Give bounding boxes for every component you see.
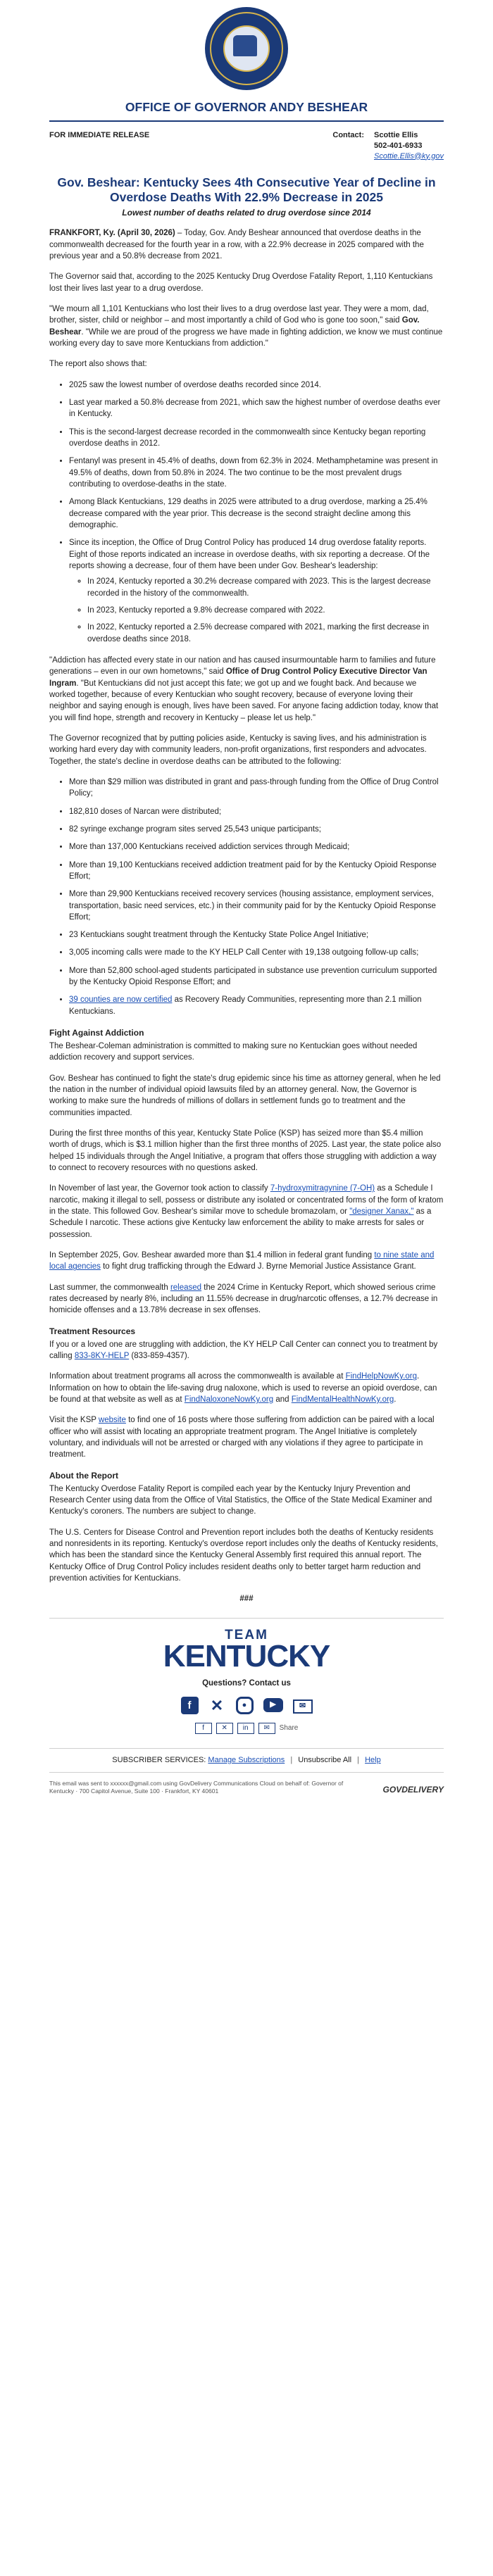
list-item: • 3,005 incoming calls were made to the KY HELP Call Center with 19,138 outgoing follow-up calls; xyxy=(69,947,444,958)
fight-paragraph-3: During the first three months of this year, Kentucky State Police (KSP) has seized more than $5.4 million worth of drugs, which is $3.1 million higher than the first three months of 2025. Last year, the state police also helped 15 individuals through the Angel Initiative, a program that offers those struggling with addiction a way to connect to recovery resources with no questions asked. xyxy=(49,1129,442,1173)
team-word: TEAM xyxy=(225,1627,268,1642)
dateline: FRANKFORT, Ky. (April 30, 2026) xyxy=(49,229,175,238)
about-paragraph-2: The U.S. Centers for Disease Control and Prevention report includes both the deaths of Kentucky residents and nonresidents in its reporting. Kentucky's overdose report includes only the deaths of Kentucky residents, which has been the standard since the Kentucky General Assembly first required this annual report. The Kentucky Office of Drug Control Policy includes resident deaths only to better target harm reduction and prevention activities for Kentuckians. xyxy=(49,1528,438,1583)
list-item: ◦ In 2022, Kentucky reported a 2.5% decrease compared with 2021, marking the first decrease in overdose deaths since 2018. xyxy=(87,622,444,645)
list-item: • 82 syringe exchange program sites served 25,543 unique participants; xyxy=(69,824,444,835)
treatment-paragraph-1: If you or a loved one are struggling with addiction, the KY HELP Call Center can connect you to treatment by calling 833-8KY-HELP (833-859-4357). xyxy=(49,1340,438,1361)
report-intro: The report also shows that: xyxy=(49,360,147,369)
quote-speaker: Gov. Beshear xyxy=(49,316,420,337)
contact-block xyxy=(332,130,444,162)
kentucky-seal-icon xyxy=(205,7,288,90)
attributions-list xyxy=(49,777,444,1017)
list-item: • More than 137,000 Kentuckians received addiction services through Medicaid; xyxy=(69,841,444,853)
release-header xyxy=(49,130,444,162)
contact-label: Contact: xyxy=(332,130,364,139)
list-item: • 23 Kentuckians sought treatment through the Kentucky State Police Angel Initiative; xyxy=(69,929,444,941)
x-twitter-icon[interactable]: ✕ xyxy=(208,1697,226,1714)
youtube-icon[interactable]: ▶ xyxy=(263,1698,283,1712)
govdelivery-logo: GOVDELIVERY xyxy=(382,1784,444,1795)
unsubscribe-all-link[interactable]: Unsubscribe All xyxy=(298,1755,352,1764)
about-paragraph-1: The Kentucky Overdose Fatality Report is compiled each year by the Kentucky Injury Prevention and Research Center using data from the Office of Vital Statistics, the Office of the State Medical Examiner and Kentucky's coroners. The numbers are subject to change. xyxy=(49,1484,432,1516)
treatment-paragraph-2: Information about treatment programs all across the commonwealth is available at FindHelpNowKy.org. Information on how to obtain the life-saving drug naloxone, which is used to reverse an opioid overdose, can be found at that website as well as at FindNaloxoneNowKy.org and FindMentalHealthNowKy.org. xyxy=(49,1372,437,1405)
list-item: • Among Black Kentuckians, 129 deaths in 2025 were attributed to a drug overdose, marking a 25.4% decrease compared with the year prior. This decrease is the second straight decline among this demographic. xyxy=(69,496,444,531)
fight-paragraph-5: In September 2025, Gov. Beshear awarded more than $1.4 million in federal grant funding to nine state and local agencies to fight drug trafficking through the Edward J. Byrne Memorial Justice Assistance Grant. xyxy=(49,1251,435,1271)
office-title: OFFICE OF GOVERNOR ANDY BESHEAR xyxy=(125,100,368,114)
list-item: ◦ In 2024, Kentucky reported a 30.2% decrease compared with 2023. This is the largest decrease recorded in the history of the commonwealth. xyxy=(87,576,444,599)
designer-xanax-link[interactable]: "designer Xanax," xyxy=(349,1207,414,1217)
report-summary-paragraph: The Governor said that, according to the 2025 Kentucky Drug Overdose Fatality Report, 1,110 Kentuckians lost their lives last year to a drug overdose. xyxy=(49,272,433,293)
email-icon[interactable]: ✉ xyxy=(293,1699,313,1714)
section-heading-about: About the Report xyxy=(49,1470,118,1481)
grant-agencies-link[interactable]: to nine state and local agencies xyxy=(49,1251,435,1271)
header-divider xyxy=(49,120,444,122)
recognition-paragraph: The Governor recognized that by putting policies aside, Kentucky is saving lives, and his administration is working hard every day with community leaders, non-profit organizations, first responders and advocates. Together, the state's decline in overdose deaths can be attributed to the following: xyxy=(49,734,427,766)
email-body xyxy=(49,0,444,1796)
report-findings-list xyxy=(49,379,444,645)
list-item: • More than 52,800 school-aged students participated in substance use prevention curriculum supported by the Kentucky Opioid Response Effort; and xyxy=(69,965,444,988)
odcp-quote: "Addiction has affected every state in our nation and has caused insurmountable harm to families and future generations – even in our own hometowns," said Office of Drug Control Policy Executive Director Van Ingram. "But Kentuckians did not just accept this fate; we got up and we fought back. And because we worked together, because of every Kentuckian who sought recovery, because of everyone loving their neighbor and saying enough is enough, lives have been saved. For anyone facing addiction today, know that you will find hope, strength and recovery in Kentucky – please let us help." xyxy=(49,655,439,722)
odcp-speaker: Office of Drug Control Policy Executive Director Van Ingram xyxy=(49,667,428,688)
share-linkedin-button[interactable]: in xyxy=(237,1723,254,1734)
findhelpnow-link[interactable]: FindHelpNowKy.org xyxy=(345,1372,418,1381)
subscriber-label: SUBSCRIBER SERVICES: xyxy=(112,1755,206,1764)
contact-email-link[interactable]: Scottie.Ellis@ky.gov xyxy=(374,151,444,161)
list-item: ◦ In 2023, Kentucky reported a 9.8% decrease compared with 2022. xyxy=(87,605,444,616)
section-heading-treatment: Treatment Resources xyxy=(49,1326,136,1336)
contact-phone: 502-401-6933 xyxy=(374,141,423,150)
questions-contact-link[interactable]: Questions? Contact us xyxy=(202,1679,291,1688)
findnaloxonenow-link[interactable]: FindNaloxoneNowKy.org xyxy=(184,1395,274,1405)
manage-subscriptions-link[interactable]: Manage Subscriptions xyxy=(208,1755,285,1764)
share-label: Share xyxy=(279,1723,299,1732)
section-heading-fight: Fight Against Addiction xyxy=(49,1028,144,1038)
kentucky-word: KENTUCKY xyxy=(163,1638,330,1673)
list-item: • Since its inception, the Office of Drug Control Policy has produced 14 drug overdose fatality reports. Eight of those reports indicated an increase in overdose deaths, with six reporting a decrease. Of the reports showing a decrease, four of them have been under Gov. Beshear's leadership: ◦ In 2024, Kentucky reported a 30.2% decrease compared with 2023. This is the largest decrease recorded in the history of the commonwealth. ◦ In 2023, Kentucky reported a 9.8% decrease compared with 2022. ◦ In 2022, Kentucky reported a 2.5% decrease compared with 2021, marking the first decrease in overdose deaths since 2018. xyxy=(69,537,444,645)
subheadline: Lowest number of deaths related to drug overdose since 2014 xyxy=(122,208,371,218)
intro-paragraph: FRANKFORT, Ky. (April 30, 2026) – Today, Gov. Andy Beshear announced that overdose deaths in the commonwealth decreased for the fourth year in a row, with a 22.9% decrease in 2025 compared with the previous year and a 50.8% decrease from 2021. xyxy=(49,229,424,261)
governor-quote: "We mourn all 1,101 Kentuckians who lost their lives to a drug overdose last year. They were a mom, dad, brother, sister, child or neighbor – and most importantly a child of God who is gone too soon," said Gov. Beshear. "While we are proud of the progress we have made in fighting addiction, we know we must continue working every day to save more Kentuckians from addiction." xyxy=(49,305,443,348)
list-item: • Last year marked a 50.8% decrease from 2021, which saw the highest number of overdose deaths ever in Kentucky. xyxy=(69,397,444,420)
fight-paragraph-2: Gov. Beshear has continued to fight the state's drug epidemic since his time as attorney general, when he led the nation in the number of individual opioid lawsuits filed by an attorney general. Now, the Governor is working to make sure the hundreds of millions of dollars in settlement funds go to treatment and the communities impacted. xyxy=(49,1074,441,1117)
seal-container xyxy=(49,0,444,90)
subscriber-services: SUBSCRIBER SERVICES: Manage Subscriptions | Unsubscribe All | Help xyxy=(49,1748,444,1773)
headline: Gov. Beshear: Kentucky Sees 4th Consecutive Year of Decline in Overdose Deaths With 22.9% Decrease in 2025 xyxy=(57,175,436,205)
share-bar xyxy=(49,1723,444,1734)
list-item: • 182,810 doses of Narcan were distributed; xyxy=(69,806,444,817)
ksp-website-link[interactable]: website xyxy=(98,1416,126,1425)
social-links xyxy=(49,1697,444,1714)
contact-name: Scottie Ellis xyxy=(374,130,418,139)
team-kentucky-logo xyxy=(49,1628,444,1671)
list-item: • Fentanyl was present in 45.4% of deaths, down from 62.3% in 2024. Methamphetamine was present in 49.5% of deaths, down from 50.8% in 2024. The two continue to be the most prevalent drugs contributing to overdose-deaths in the state. xyxy=(69,455,444,490)
list-item: • This is the second-largest decrease recorded in the commonwealth since Kentucky began reporting overdose deaths in 2012. xyxy=(69,427,444,450)
list-item: • 39 counties are now certified as Recovery Ready Communities, representing more than 2.1 million Kentuckians. xyxy=(69,994,444,1017)
end-mark: ### xyxy=(239,1595,254,1604)
list-item: • More than 19,100 Kentuckians received addiction treatment paid for by the Kentucky Opioid Response Effort; xyxy=(69,860,444,883)
legal-text: This email was sent to xxxxxx@gmail.com using GovDelivery Communications Cloud on behalf of: Governor of Kentucky · 700 Capitol Avenue, Suite 100 · Frankfort, KY 40601 xyxy=(49,1780,344,1795)
instagram-icon[interactable]: ● xyxy=(236,1697,254,1714)
treatment-paragraph-3: Visit the KSP website to find one of 16 posts where those suffering from addiction can be paired with a local officer who will assist with locating an appropriate treatment program. The Angel Initiative is completely voluntary, and individuals will not be arrested or charged with any violations if they agree to participate in treatment. xyxy=(49,1416,435,1459)
list-item: • More than 29,900 Kentuckians received recovery services (housing assistance, employment services, transportation, basic need services, etc.) in their community paid for by the Kentucky Opioid Response Effort; xyxy=(69,888,444,923)
facebook-icon[interactable]: f xyxy=(181,1697,199,1714)
legal-row xyxy=(49,1780,444,1795)
crime-report-link[interactable]: released xyxy=(170,1283,202,1292)
fight-paragraph-4: In November of last year, the Governor took action to classify 7-hydroxymitragynine (7-OH) as a Schedule I narcotic, making it illegal to sell, possess or distribute any isolated or concentrated forms of the form of kratom in the state. This followed Gov. Beshear's similar move to schedule bromazolam, or "designer Xanax," as a Schedule I narcotic. These actions give Kentucky law enforcement the ability to make arrests for sales or possession. xyxy=(49,1184,444,1239)
findmentalhealthnow-link[interactable]: FindMentalHealthNowKy.org xyxy=(291,1395,394,1405)
list-item: • 2025 saw the lowest number of overdose deaths recorded since 2014. xyxy=(69,379,444,391)
report-sublist xyxy=(69,576,444,645)
help-link[interactable]: Help xyxy=(365,1755,381,1764)
fight-paragraph-1: The Beshear-Coleman administration is committed to making sure no Kentuckian goes without needed addiction recovery and support services. xyxy=(49,1042,418,1062)
share-x-button[interactable]: ✕ xyxy=(216,1723,233,1734)
7oh-link[interactable]: 7-hydroxymitragynine (7-OH) xyxy=(270,1184,375,1193)
share-facebook-button[interactable]: f xyxy=(195,1723,212,1734)
list-item: • More than $29 million was distributed in grant and pass-through funding from the Office of Drug Control Policy; xyxy=(69,777,444,800)
fight-paragraph-6: Last summer, the commonwealth released the 2024 Crime in Kentucky Report, which showed serious crime rates decreased by nearly 8%, including an 11.55% decrease in drug/narcotic offenses, a 12.7% decrease in homicide offenses and a 13.78% decrease in sex offenses. xyxy=(49,1283,438,1315)
footer-divider xyxy=(49,1618,444,1619)
ky-help-phone-link[interactable]: 833-8KY-HELP xyxy=(74,1352,130,1361)
recovery-ready-link[interactable]: 39 counties are now certified xyxy=(69,995,173,1005)
share-email-button[interactable]: ✉ xyxy=(258,1723,275,1734)
release-label: FOR IMMEDIATE RELEASE xyxy=(49,130,150,139)
